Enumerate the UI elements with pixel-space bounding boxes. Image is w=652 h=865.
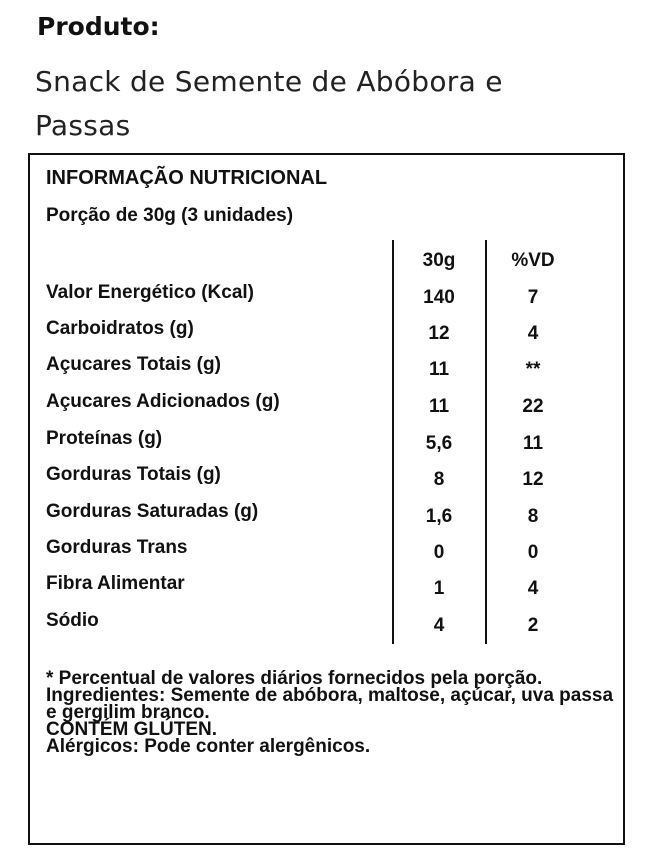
nutrient-amount: 0	[433, 542, 445, 563]
nutrient-label: Sódio	[46, 610, 99, 631]
header-amount: 30g	[422, 250, 456, 271]
nutrient-amount: 12	[428, 323, 450, 344]
nutrient-label: Açucares Adicionados (g)	[46, 391, 280, 412]
nutrient-dv: 11	[522, 433, 544, 454]
nutrient-amount: 4	[433, 615, 445, 636]
nutrient-amount: 8	[433, 469, 445, 490]
panel-title: INFORMAÇÃO NUTRICIONAL	[46, 167, 328, 189]
nutrient-label: Proteínas (g)	[46, 428, 163, 449]
nutrient-row	[30, 282, 627, 312]
nutrient-dv: 8	[527, 506, 539, 527]
ingredients-text: Ingredientes: Semente de abóbora, maltose, açúcar, uva passa e gergilim branco.	[46, 685, 614, 723]
allergens-text: Alérgicos: Pode conter alergênicos.	[46, 736, 371, 757]
nutrient-amount: 140	[423, 287, 455, 308]
nutrient-row	[30, 537, 627, 567]
nutrient-label: Gorduras Trans	[46, 537, 188, 558]
nutrient-dv: 0	[527, 542, 539, 563]
nutrient-dv: 4	[527, 323, 539, 344]
nutrient-row	[30, 318, 627, 348]
nutrient-row	[30, 354, 627, 384]
nutrient-row	[30, 428, 627, 458]
gluten-warning: CONTÉM GLÚTEN.	[46, 719, 217, 740]
nutrition-facts-panel	[28, 153, 625, 845]
nutrient-label: Açucares Totais (g)	[46, 354, 221, 375]
nutrient-label: Fibra Alimentar	[46, 573, 185, 594]
product-label: Produto:	[37, 12, 160, 41]
nutrient-row	[30, 391, 627, 421]
header-daily-value: %VD	[511, 250, 555, 271]
nutrient-amount: 1,6	[425, 506, 453, 527]
nutrient-label: Carboidratos (g)	[46, 318, 194, 339]
nutrient-amount: 11	[428, 359, 450, 380]
nutrient-amount: 11	[428, 396, 450, 417]
daily-value-note: * Percentual de valores diários fornecidos pela porção.	[46, 668, 543, 689]
nutrient-dv: 7	[527, 287, 539, 308]
nutrient-dv: 4	[527, 578, 539, 599]
nutrient-row	[30, 573, 627, 603]
nutrient-dv: **	[525, 359, 541, 380]
nutrient-dv: 2	[527, 615, 539, 636]
footnote	[46, 670, 616, 755]
nutrient-label: Gorduras Saturadas (g)	[46, 501, 259, 522]
nutrient-label: Gorduras Totais (g)	[46, 464, 221, 485]
product-name: Snack de Semente de Abóbora e Passas	[35, 65, 503, 142]
nutrient-label: Valor Energético (Kcal)	[46, 282, 255, 303]
nutrient-dv: 12	[522, 469, 544, 490]
nutrient-dv: 22	[522, 396, 544, 417]
nutrient-row	[30, 501, 627, 531]
nutrient-row	[30, 464, 627, 494]
nutrient-amount: 5,6	[425, 433, 453, 454]
nutrient-row	[30, 610, 627, 640]
serving-size: Porção de 30g (3 unidades)	[46, 205, 294, 226]
nutrient-amount: 1	[433, 578, 445, 599]
